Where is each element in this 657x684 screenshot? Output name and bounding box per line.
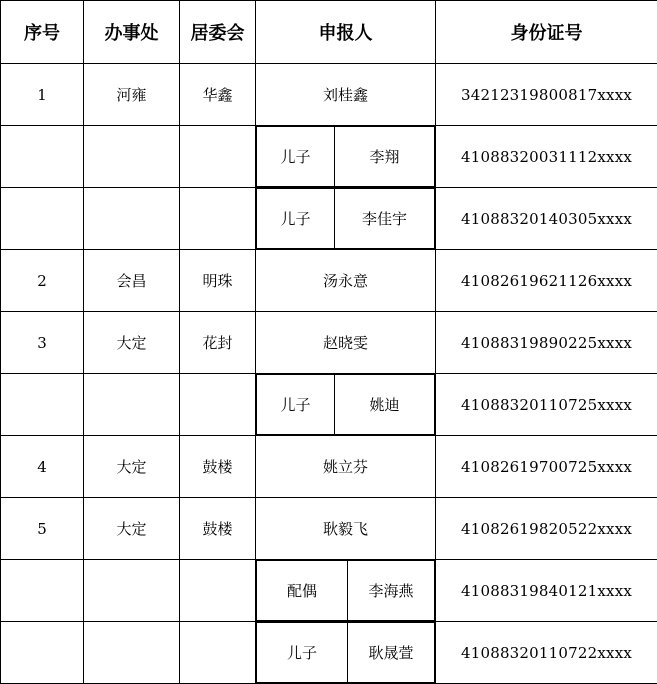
- cell-relation: 儿子: [257, 127, 335, 187]
- cell-committee: [180, 188, 256, 250]
- cell-id-number: 41088319840121xxxx: [436, 560, 657, 622]
- cell-applicant-name: 汤永意: [256, 250, 436, 312]
- applicant-split: [256, 622, 435, 683]
- table-row: [1, 188, 657, 250]
- cell-committee: 华鑫: [180, 64, 256, 126]
- cell-applicant: [256, 126, 436, 188]
- cell-family-member-name: 李佳宇: [335, 189, 435, 249]
- table-row: [1, 622, 657, 684]
- cell-no: [1, 188, 84, 250]
- cell-office: [84, 374, 180, 436]
- header-committee: 居委会: [180, 1, 256, 64]
- cell-relation: 儿子: [257, 623, 348, 683]
- cell-no: 3: [1, 312, 84, 374]
- cell-id-number: 41088320031112xxxx: [436, 126, 657, 188]
- table-row: [1, 560, 657, 622]
- header-office: 办事处: [84, 1, 180, 64]
- cell-id-number: 41082619621126xxxx: [436, 250, 657, 312]
- table-row: [1, 250, 657, 312]
- table-row: [1, 374, 657, 436]
- applicant-split: [256, 560, 435, 621]
- table-row: [1, 126, 657, 188]
- header-row: [1, 1, 657, 64]
- cell-applicant-name: 姚立芬: [256, 436, 436, 498]
- cell-no: 1: [1, 64, 84, 126]
- cell-office: 大定: [84, 436, 180, 498]
- applicant-split: [256, 374, 435, 435]
- cell-family-member-name: 姚迪: [335, 375, 435, 435]
- cell-office: [84, 126, 180, 188]
- cell-family-member-name: 耿晟萱: [348, 623, 435, 683]
- cell-office: 大定: [84, 498, 180, 560]
- table-row: [1, 498, 657, 560]
- cell-no: [1, 374, 84, 436]
- cell-id-number: 41088320110725xxxx: [436, 374, 657, 436]
- cell-no: [1, 622, 84, 684]
- cell-office: 会昌: [84, 250, 180, 312]
- cell-applicant: [256, 622, 436, 684]
- cell-relation: 儿子: [257, 189, 335, 249]
- applicant-split: [256, 188, 435, 249]
- cell-applicant: [256, 374, 436, 436]
- cell-no: 5: [1, 498, 84, 560]
- table-row: [1, 64, 657, 126]
- cell-id-number: 41088320140305xxxx: [436, 188, 657, 250]
- cell-office: [84, 622, 180, 684]
- header-no: 序号: [1, 1, 84, 64]
- cell-committee: 鼓楼: [180, 498, 256, 560]
- cell-id-number: 34212319800817xxxx: [436, 64, 657, 126]
- cell-committee: [180, 374, 256, 436]
- cell-applicant-name: 刘桂鑫: [256, 64, 436, 126]
- cell-applicant: [256, 560, 436, 622]
- table-row: [1, 436, 657, 498]
- cell-committee: [180, 126, 256, 188]
- header-id-number: 身份证号: [436, 1, 657, 64]
- applicant-split: [256, 126, 435, 187]
- cell-committee: 鼓楼: [180, 436, 256, 498]
- table-body: [1, 64, 657, 684]
- header-applicant: 申报人: [256, 1, 436, 64]
- cell-no: [1, 126, 84, 188]
- cell-applicant-name: 耿毅飞: [256, 498, 436, 560]
- cell-family-member-name: 李海燕: [348, 561, 435, 621]
- cell-office: [84, 560, 180, 622]
- cell-committee: [180, 622, 256, 684]
- cell-no: [1, 560, 84, 622]
- cell-office: [84, 188, 180, 250]
- cell-committee: 花封: [180, 312, 256, 374]
- cell-no: 2: [1, 250, 84, 312]
- cell-committee: 明珠: [180, 250, 256, 312]
- cell-no: 4: [1, 436, 84, 498]
- cell-office: 河雍: [84, 64, 180, 126]
- cell-id-number: 41082619700725xxxx: [436, 436, 657, 498]
- cell-relation: 配偶: [257, 561, 348, 621]
- cell-applicant-name: 赵晓雯: [256, 312, 436, 374]
- cell-relation: 儿子: [257, 375, 335, 435]
- table-row: [1, 312, 657, 374]
- cell-id-number: 41082619820522xxxx: [436, 498, 657, 560]
- cell-committee: [180, 560, 256, 622]
- cell-office: 大定: [84, 312, 180, 374]
- cell-family-member-name: 李翔: [335, 127, 435, 187]
- cell-id-number: 41088320110722xxxx: [436, 622, 657, 684]
- cell-applicant: [256, 188, 436, 250]
- cell-id-number: 41088319890225xxxx: [436, 312, 657, 374]
